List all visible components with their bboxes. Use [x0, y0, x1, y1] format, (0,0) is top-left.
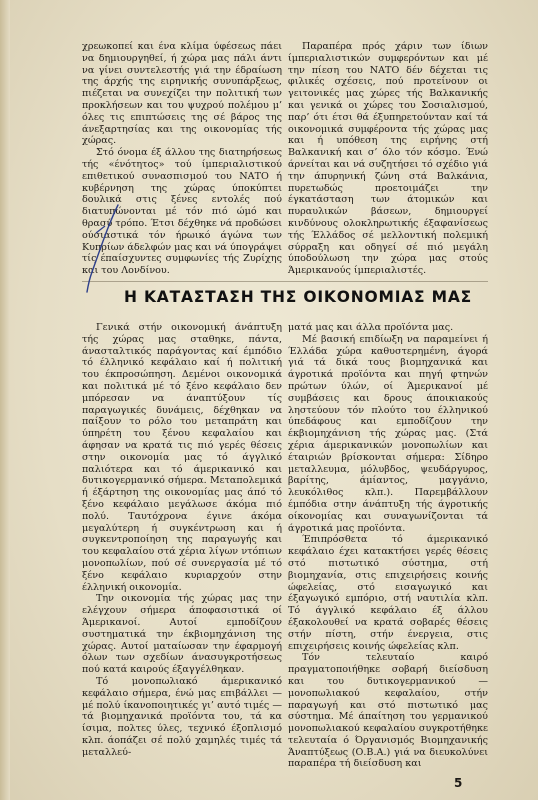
paragraph: ματά μας και άλλα προϊόντα μας. [288, 322, 454, 333]
paragraph: Στό όνομα έξ άλλου της διατηρήσεως τής «ένότητος» τού ίμπεριαλιστικού επιθετικού συνασπισμού του ΝΑΤΟ ή κυβέρνηση της χώρας ύποκύπτει δουλικά στις ξένες εντολές πού διατυπώνονται μέ τόν πιό ώμό και θρασύ τρόπο. Έτσι δέχθηκε νά προδώσει ούσιαστικά τόν ήρωικό άγώνα των Κυπρίων άδελφών μας και νά ύπογράψει τίς έπαίσχυντες συμφωνίες τής Ζυρίχης και του Λονδίνου. [82, 147, 282, 277]
pen-tick-mark [96, 226, 105, 233]
pen-stroke-mark [87, 205, 118, 292]
page-number: 5 [454, 776, 463, 790]
paragraph: Έπιπρόσθετα τό άμερικανικό κεφάλαιο έχει κατακτήσει γερές θέσεις στό πιστωτικό σύστημα, στή βιομηχανία, στις επιχειρήσεις κοινής ώφελείας, στό εισαγωγικό και έξαγωγικό εμπόριο, στή ναυτιλία κλπ. Τό άγγλικό κεφάλαιο έξ άλλου έξακολουθεί να κρατά σοβαρές θέσεις στήν πίστη, στήν ένεργεια, στις επιχειρήσεις κοινής ώφελείας κλπ. [288, 534, 488, 652]
paragraph: Τόν τελευταίο καιρό πραγματοποιήθηκε σοβαρή διείσδυση και του δυτικογερμανικού — μονοπωλιακού κεφαλαίου, στήν παραγωγή και στό πιστωτικό μας σύστημα. Μέ άπαίτηση του γερμανικού μονοπωλιακού κεφαλαίου συγκροτήθηκε τελευταία ό Όργανισμός Βιομηχανικής Άναπτύξεως (Ο.Β.Α.) γιά να διευκολύνει παραπέρα τή διείσδυση και [288, 652, 488, 770]
paragraph: Παραπέρα πρός χάριν των ίδιων ίμπεριαλιστικών συμφερόντων και μέ την πίεση του ΝΑΤΟ δέν δέχεται τις φιλικές σχέσεις, πού προτείνουν οι γειτονικές μας χώρες τής Βαλκανικής και γενικά οι χώρες του Σοσιαλισμού, παρ’ ότι έτσι θά έξυπηρετούνταν καί τά οικονομικά συμφέροντα τής χώρας μας και ή υπόθεση της ειρήνης στή Βαλκανική και σ’ όλο τόν κόσμο. Ένώ άρνείται και νά συζητήσει τό σχέδιο γιά την άπυρηνική ζώνη στά Βαλκάνια, πυρετωδώς προετοιμάζει την έγκατάσταση των άτομικών και πυραυλικών βάσεων, δημιουργεί κινδύνους ολοκληρωτικής έξαφανίσεως τής Έλλάδος σέ μελλοντική πολεμική σύρραξη και οδηγεί σέ πιό μεγάλη ύποδούλωση την χώρα μας στούς Άμερικανούς ίμπεριαλιστές. [288, 41, 488, 277]
paragraph: χρεωκοπεί και ένα κλίμα ύφέσεως πάει να δημιουργηθεί, ή χώρα μας πάλι άντι να γίνει συντελεστής γιά την έδραίωση της άρχής της ειρηνικής συνυπάρξεως, πιέζεται να συνεχίζει την πολιτική των προκλήσεων και του ψυχρού πολέμου μ’ όλες τις επιπτώσεις της σέ βάρος της άνεξαρτησίας και της οικονομίας τής χώρας. [82, 41, 282, 147]
paragraph: Γενικά στήν οικονομική άνάπτυξη τής χώρας μας σταθηκε, πάντα, άνασταλτικός παράγοντας καί έμπόδιο τό έλληνικό κεφάλαιο καί ή πολιτική του έκπροσώπηση. Δεμένοι οικονομικά και πολιτικά μέ τό ξένο κεφάλαιο δεν μπόρεσαν να άναπτύξουν τίς παραγωγικές δυνάμεις, δέχθηκαν να παίξουν το ρόλο του μεταπράτη και ύπηρέτη του ξένου κεφαλαίου και άφησαν να κρατά τις πιό γερές θέσεις στην οικονομία μας τό άγγλικό παλιότερα και τό άμερικανικό και δυτικογερμανικό σήμερα. Μεταπολεμικά ή έξάρτηση της οικονομίας μας άπό τό ξένο κεφάλαιο μεγάλωσε άκόμα πιό πολύ. Ταυτόχρονα έγινε άκόμα μεγαλύτερη ή συγκέντρωση και ή συγκεντροποίηση της παραγωγής και του κεφαλαίου στά χέρια λίγων ντόπιων μονοπωλίων, πού σέ συνεργασία μέ τό ξένο κεφάλαιο κυριαρχούν στην έλληνική οικονομία. [82, 322, 282, 593]
section-headline: Η ΚΑΤΑΣΤΑΣΗ ΤΗΣ ΟΙΚΟΝΟΜΙΑΣ ΜΑΣ [124, 288, 473, 306]
paragraph: Την οικονομία τής χώρας μας την ελέγχουν σήμερα άποφασιστικά οί Άμερικανοί. Αυτοί εμποδίζουν συστηματικά την έκβιομηχάνιση της χώρας. Αυτοί ματαίωσαν την έφαρμογή όλων των σχεδίων άνασυγκροτήσεως πού κατά καιρούς έξαγγέλθηκαν. [82, 593, 282, 676]
paragraph: Μέ βασική επιδίωξη να παραμείνει ή Έλλάδα χώρα καθυστερημένη, άγορά γιά τά δικά τους βιομηχανικά και άγροτικά προϊόντα και πηγή φτηνών πρώτων ύλών, οί Άμερικανοί μέ συμβάσεις και δρους άποικιακούς ληστεύουν τόν πλούτο του έλληνικού ύπεδάφους και εμποδίζουν την έκβιομηχάνιση τής χώρας μας. (Στά χέρια άμερικανικών μονοπωλίων και έταιριών βρίσκονται σήμερα: Σίδηρο μεταλλευμα, μόλυβδος, ψευδάργυρος, βαρίτης, άμίαντος, μαγγάνιο, λευκόλιθος κλπ.). Παρεμβάλλουν έμπόδια στην άνάπτυξη τής άγροτικής οίκονομίας και συναγωνίζονται τά άγροτικά μας προϊόντα. [288, 333, 488, 534]
paragraph: Τό μονοπωλιακό άμερικανικό κεφάλαιο σήμερα, ένώ μας επιβάλλει — μέ πολύ ίκανοποιητικές γι’ αυτό τιμές — τά βιομηχανικά προϊόντα του, τά κα ίσιμα, πολτες ύλες, τεχνικό έξοπλισμό κλπ. άοπάζει σέ πολύ χαμηλές τιμές τά μεταλλεύ- [82, 675, 282, 758]
